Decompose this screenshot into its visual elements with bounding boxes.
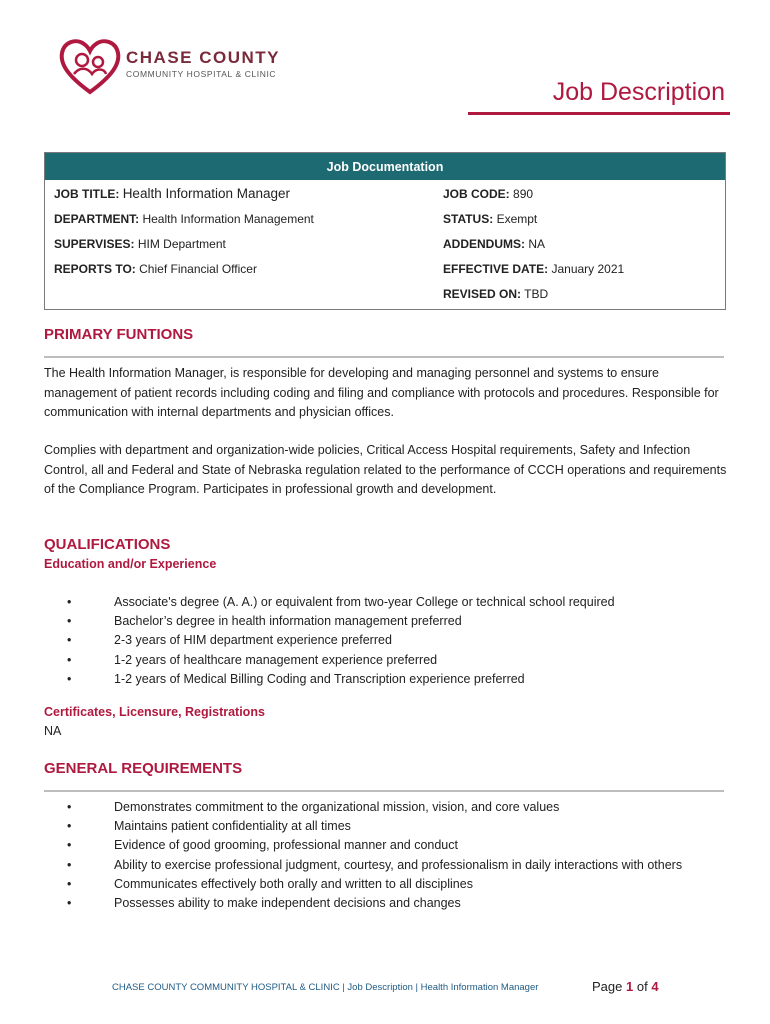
job-title-row	[54, 186, 290, 201]
primary-functions-paragraph-1: The Health Information Manager, is responsible for developing and managing personnel and systems to ensure management of patient records including coding and filing and compliance with protocols and procedures. Responsible for communication with internal departments and physician offices.	[44, 366, 719, 419]
certificates-subheading: Certificates, Licensure, Registrations	[44, 705, 265, 719]
general-requirements-heading: GENERAL REQUIREMENTS	[44, 760, 243, 777]
page-number	[592, 979, 659, 994]
bullet-icon: •	[67, 595, 72, 609]
reports-to-label: REPORTS TO:	[54, 262, 136, 276]
supervises-label: SUPERVISES:	[54, 237, 135, 251]
revised-on-row	[443, 287, 548, 301]
certificates-value: NA	[44, 724, 62, 738]
effective-date-row	[443, 262, 624, 276]
bullet-icon: •	[67, 671, 72, 686]
addendums-label: ADDENDUMS:	[443, 237, 525, 251]
page-total: 4	[651, 979, 659, 994]
bullet-icon: •	[67, 857, 72, 872]
primary-functions-paragraph-2: Complies with department and organization-wide policies, Critical Access Hospital requirements, Safety and Infection Control, all and Federal and State of Nebraska regulation related to the performance of CCCH operations and requirements of the Compliance Program. Participates in professional growth and development.	[44, 443, 727, 496]
job-code-value: 890	[513, 187, 534, 201]
revised-on-label: REVISED ON:	[443, 287, 522, 301]
status-value: Exempt	[496, 212, 538, 226]
effective-date-label: EFFECTIVE DATE:	[443, 262, 549, 276]
general-requirements-list	[44, 798, 730, 913]
bullet-icon: •	[67, 876, 72, 891]
list-item: • 1-2 years of healthcare management experience preferred	[44, 651, 730, 670]
list-item: • Demonstrates commitment to the organizational mission, vision, and core values	[44, 798, 730, 817]
supervises-value: HIM Department	[137, 237, 226, 251]
bullet-icon: •	[67, 652, 72, 667]
list-item: • Ability to exercise professional judgment, courtesy, and professionalism in daily interactions with others	[44, 856, 730, 875]
logo-subtitle: COMMUNITY HOSPITAL & CLINIC	[126, 69, 277, 79]
bullet-icon: •	[67, 896, 72, 911]
page-footer: CHASE COUNTY COMMUNITY HOSPITAL & CLINIC | Job Description | Health Information Manager	[112, 982, 539, 993]
bullet-icon: •	[67, 800, 72, 814]
list-item: • 1-2 years of Medical Billing Coding and Transcription experience preferred	[44, 670, 730, 689]
list-item: • Bachelor’s degree in health information management preferred	[44, 612, 730, 631]
department-label: DEPARTMENT:	[54, 212, 140, 226]
bullet-icon: •	[67, 819, 72, 834]
department-row	[54, 212, 314, 226]
list-item: • Evidence of good grooming, professional manner and conduct	[44, 836, 730, 855]
logo-name: CHASE COUNTY	[126, 48, 281, 67]
education-subheading: Education and/or Experience	[44, 557, 217, 571]
heart-logo-icon	[58, 36, 122, 96]
bullet-icon: •	[67, 633, 72, 648]
list-item: • 2-3 years of HIM department experience preferred	[44, 631, 730, 650]
primary-functions-heading: PRIMARY FUNTIONS	[44, 326, 194, 343]
job-code-row	[443, 187, 533, 201]
title-divider	[468, 112, 730, 115]
supervises-row	[54, 237, 226, 251]
revised-on-value: TBD	[524, 287, 549, 301]
document-title: Job Description	[552, 78, 725, 106]
page-label: Page	[592, 979, 623, 994]
qualifications-heading: QUALIFICATIONS	[44, 536, 171, 553]
primary-functions-divider	[44, 356, 724, 358]
effective-date-value: January 2021	[551, 262, 625, 276]
general-requirements-divider	[44, 790, 724, 792]
reports-to-value: Chief Financial Officer	[139, 262, 257, 276]
status-label: STATUS:	[443, 212, 494, 226]
education-list	[44, 593, 730, 689]
page-current: 1	[626, 979, 634, 994]
job-title-label: JOB TITLE:	[54, 187, 120, 201]
addendums-row	[443, 237, 545, 251]
reports-to-row	[54, 262, 257, 276]
hospital-logo	[58, 36, 288, 96]
job-title-value: Health Information Manager	[122, 186, 291, 201]
status-row	[443, 212, 537, 226]
bullet-icon: •	[67, 614, 72, 629]
job-documentation-heading: Job Documentation	[45, 153, 725, 180]
list-item: • Maintains patient confidentiality at all times	[44, 817, 730, 836]
job-code-label: JOB CODE:	[443, 187, 510, 201]
department-value: Health Information Management	[142, 212, 314, 226]
list-item: • Associate's degree (A. A.) or equivalent from two-year College or technical school required	[44, 593, 730, 612]
job-documentation-table	[44, 152, 726, 310]
page-of: of	[636, 979, 648, 994]
bullet-icon: •	[67, 838, 72, 853]
addendums-value: NA	[528, 237, 546, 251]
list-item: • Possesses ability to make independent decisions and changes	[44, 894, 730, 913]
list-item: • Communicates effectively both orally and written to all disciplines	[44, 875, 730, 894]
